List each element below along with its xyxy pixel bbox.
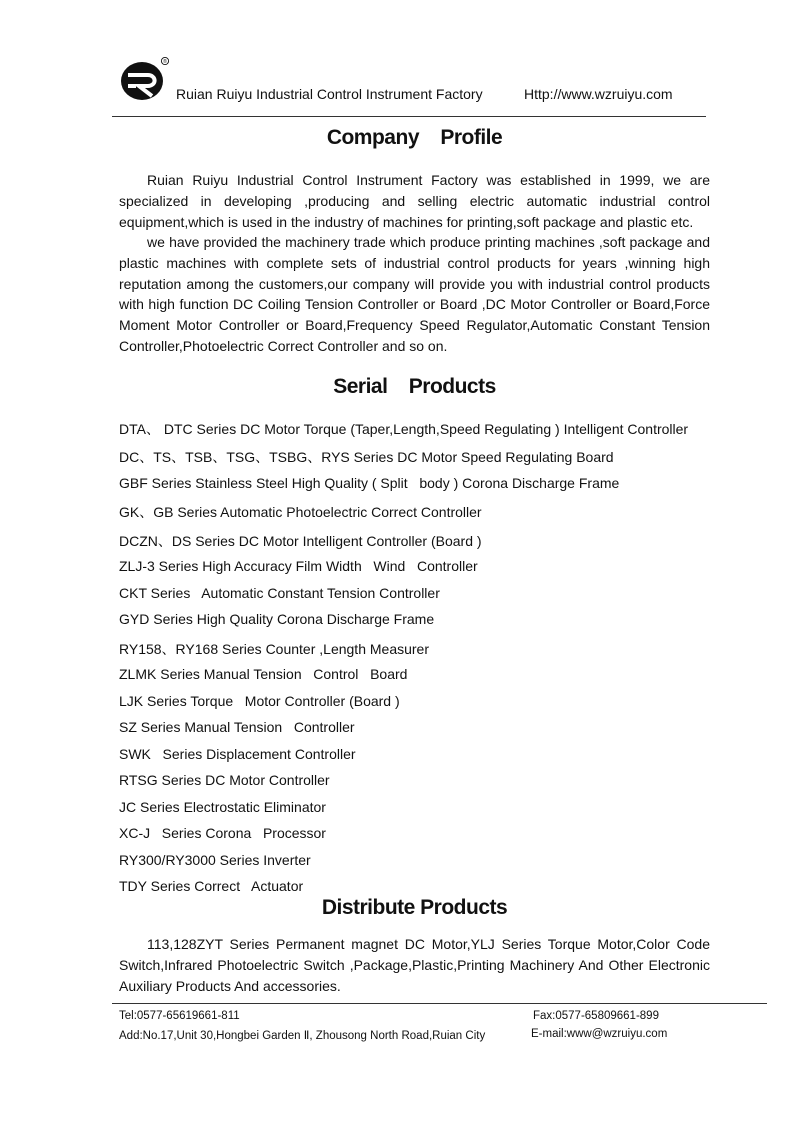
product-item: GYD Series High Quality Corona Discharge Frame <box>119 611 435 627</box>
footer-divider <box>112 1003 767 1004</box>
product-item: CKT Series Automatic Constant Tension Controller <box>119 585 440 601</box>
product-item: GK、GB Series Automatic Photoelectric Correct Controller <box>119 504 482 520</box>
registered-mark: ® <box>163 59 167 65</box>
footer-fax: Fax:0577-65809661-899 <box>533 1010 659 1022</box>
product-item: SZ Series Manual Tension Controller <box>119 719 355 735</box>
product-item: SWK Series Displacement Controller <box>119 746 356 762</box>
header-divider <box>112 116 706 117</box>
footer-address: Add:No.17,Unit 30,Hongbei Garden Ⅱ, Zhousong North Road,Ruian City <box>119 1030 486 1042</box>
product-item: DC、TS、TSB、TSG、TSBG、RYS Series DC Motor Speed Regulating Board <box>119 449 614 465</box>
serial-products-heading: Serial Products <box>333 375 496 398</box>
product-item: XC-J Series Corona Processor <box>119 825 326 841</box>
product-item: RY300/RY3000 Series Inverter <box>119 852 311 868</box>
header-company-name: Ruian Ruiyu Industrial Control Instrument Factory <box>176 86 483 102</box>
company-logo-icon <box>119 56 171 102</box>
footer-tel: Tel:0577-65619661-811 <box>119 1010 240 1022</box>
product-item: RTSG Series DC Motor Controller <box>119 772 330 788</box>
product-item: GBF Series Stainless Steel High Quality ( Split body ) Corona Discharge Frame <box>119 475 620 491</box>
product-item: ZLJ-3 Series High Accuracy Film Width Wind Controller <box>119 558 478 574</box>
product-item: TDY Series Correct Actuator <box>119 878 304 894</box>
header-website-link[interactable]: Http://www.wzruiyu.com <box>524 86 673 102</box>
product-item: JC Series Electrostatic Eliminator <box>119 799 326 815</box>
footer-email[interactable]: E-mail:www@wzruiyu.com <box>531 1028 668 1040</box>
profile-paragraph-1: Ruian Ruiyu Industrial Control Instrument Factory was established in 1999, we are specialized in developing ,producing and selling electric automatic industrial control equipment,which is used in the industry of machines for printing,soft package and plastic etc. <box>119 172 710 230</box>
company-profile-heading: Company Profile <box>326 126 503 149</box>
distribute-products-heading: Distribute Products <box>321 896 508 919</box>
product-item: DTA、 DTC Series DC Motor Torque (Taper,Length,Speed Regulating ) Intelligent Controller <box>119 421 689 437</box>
product-item: LJK Series Torque Motor Controller (Board ) <box>119 693 400 709</box>
profile-paragraph-2: we have provided the machinery trade which produce printing machines ,soft package and plastic machines with complete sets of industrial control products for years ,winning high reputation among the customers,our company will provide you with industrial control products with high function DC Coiling Tension Controller or Board ,DC Motor Controller or Board,Force Moment Motor Controller or Board,Frequency Speed Regulator,Automatic Constant Tension Controller,Photoelectric Correct Controller and so on. <box>119 234 710 354</box>
product-item: RY158、RY168 Series Counter ,Length Measurer <box>119 641 429 657</box>
product-item: ZLMK Series Manual Tension Control Board <box>119 666 408 682</box>
product-item: DCZN、DS Series DC Motor Intelligent Controller (Board ) <box>119 533 482 549</box>
distribute-paragraph: 113,128ZYT Series Permanent magnet DC Motor,YLJ Series Torque Motor,Color Code Switch,Infrared Photoelectric Switch ,Package,Plastic,Printing Machinery And Other Electronic Auxiliary Products And accessories. <box>119 936 710 994</box>
